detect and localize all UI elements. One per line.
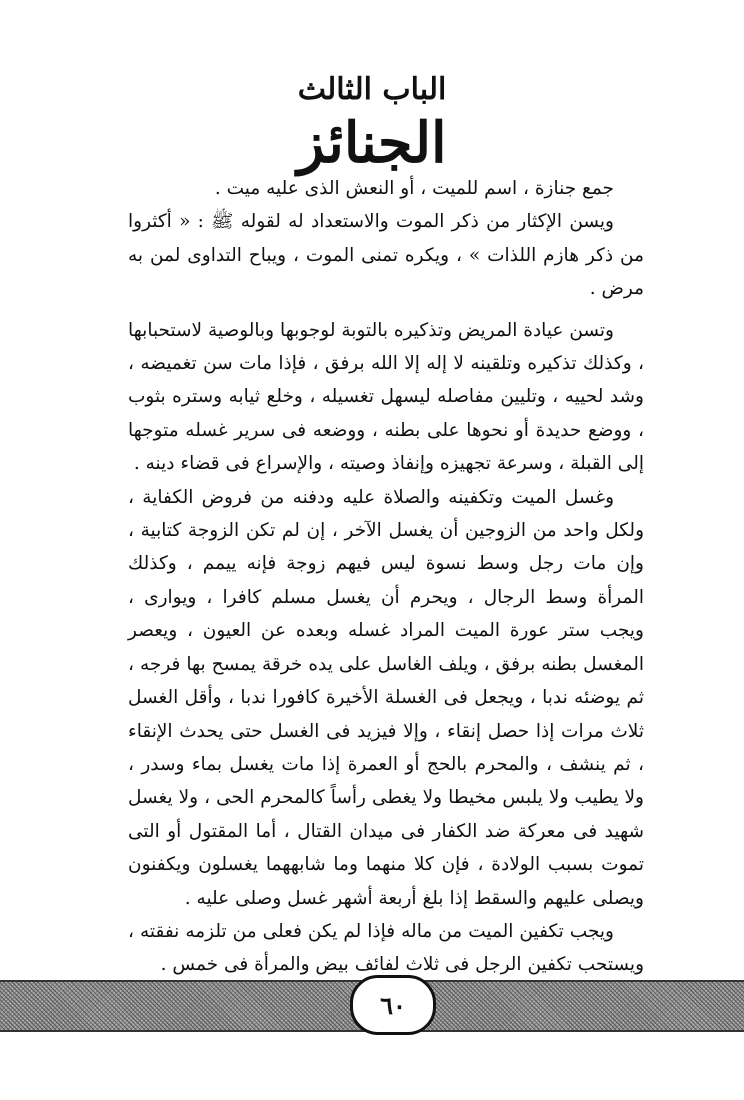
paragraph: ويجب تكفين الميت من ماله فإذا لم يكن فعلى من تلزمه نفقته ، ويستحب تكفين الرجل فى ثلاث لفائف بيض والمرأة فى خمس . (128, 920, 644, 976)
paragraph: ويسن الإكثار من ذكر الموت والاستعداد له لقوله ﷺ : « أكثروا من ذكر هازم اللذات » ، ويكره تمنى الموت ، ويباح التداوى لمن به مرض . (128, 211, 644, 300)
chapter-heading: الباب الثالث (297, 72, 447, 107)
chapter-title: الجنائز (297, 110, 447, 176)
paragraph: جمع جنازة ، اسم للميت ، أو النعش الذى عليه ميت . (214, 178, 614, 199)
page-number: ٦٠ (350, 975, 436, 1035)
paragraph: وغسل الميت وتكفينه والصلاة عليه ودفنه من فروض الكفاية ، ولكل واحد من الزوجين أن يغسل الآخر ، إن لم تكن الزوجة كتابية ، وإن مات رجل وسط نسوة ليس فيهم زوجة فإنه ييمم ، وكذلك المرأة وسط الرجال ، ويحرم أن يغسل مسلم كافرا ، ويوارى ، ويجب ستر عورة الميت المراد غسله وبعده عن العيون ، ويعصر المغسل بطنه برفق ، ويلف الغاسل على يده خرقة يمسح بها فرجه ، ثم يوضئه ندبا ، ويجعل فى الغسلة الأخيرة كافورا ندبا ، وأقل الغسل ثلاث مرات إذا حصل إنقاء ، وإلا فيزيد فى الغسل حتى يحدث الإنقاء ، ثم ينشف ، والمحرم بالحج أو العمرة إذا مات يغسل بماء وسدر ، ولا يطيب ولا يلبس مخيطا ولا يغطى رأساً كالمحرم الحى ، ولا يغسل شهيد فى معركة ضد الكفار فى ميدان القتال ، أما المقتول أو التى تموت بسبب الولادة ، فإن كلا منهما وما شابههما يغسلون ويكفنون ويصلى عليهم والسقط إذا بلغ أربعة أشهر غسل وصلى عليه . (128, 486, 644, 909)
paragraph: وتسن عيادة المريض وتذكيره بالتوبة لوجوبها وبالوصية لاستحبابها ، وكذلك تذكيره وتلقينه لا إله إلا الله برفق ، فإذا مات سن تغميضه ، وشد لحييه ، وتليين مفاصله ليسهل تغسيله ، وخلع ثيابه وستره بثوب ، ووضع حديدة أو نحوها على بطنه ، ووضعه فى سرير غسله متوجها إلى القبلة ، وسرعة تجهيزه وإنفاذ وصيته ، والإسراع فى قضاء دينه . (128, 319, 644, 475)
body-text (128, 172, 644, 982)
